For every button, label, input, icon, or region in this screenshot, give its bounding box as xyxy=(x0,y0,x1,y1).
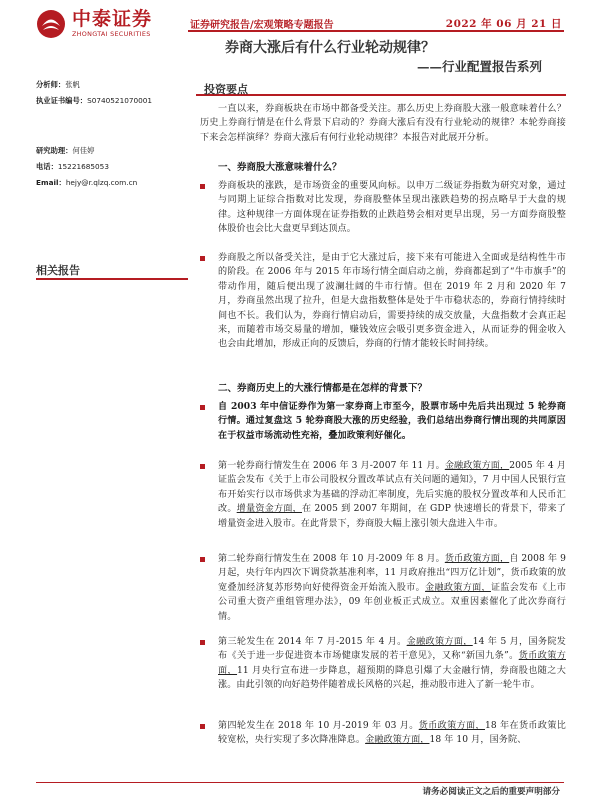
author-info xyxy=(36,80,186,194)
logo-en-text: ZHONGTAI SECURITIES xyxy=(72,30,151,39)
related-reports-title: 相关报告 xyxy=(36,264,80,277)
round-one-intro: 第一轮券商行情发生在 2006 年 3 月-2007 年 11 月。 xyxy=(218,461,445,471)
footer-disclaimer: 请务必阅读正文之后的重要声明部分 xyxy=(422,787,560,797)
phone-number: 15221685053 xyxy=(57,162,109,171)
bullet-marker xyxy=(200,640,205,645)
heading-one: 一、券商股大涨意味着什么？ xyxy=(218,162,342,173)
analyst-label: 分析师： xyxy=(36,80,66,89)
related-reports-header xyxy=(36,262,188,280)
analyst-name: 张帆 xyxy=(65,80,80,89)
analyst-row xyxy=(36,80,186,90)
email-row xyxy=(36,178,186,188)
assistant-row xyxy=(36,146,186,156)
footer-divider xyxy=(36,782,564,783)
round-four-monetary-text: 18 年在货币政策比较宽松，央行实现了多次降准降息。 xyxy=(218,721,566,746)
cert-label: 执业证书编号： xyxy=(36,96,88,105)
bullet-marker xyxy=(200,184,205,189)
breadcrumb: 证券研究报告/宏观策略专题报告 xyxy=(190,20,334,31)
assistant-name: 何佳婷 xyxy=(72,146,95,155)
paragraph-bull-market: 券商股之所以备受关注，是由于它大涨过后，接下来有可能进入全面或是结构性牛市的阶段。在 2006 年与 2015 年市场行情全面启动之前，券商都起到了“牛市旗手”的带动作用，随后便出现了波澜壮阔的牛市行情。但在 2019 年 2 月和 2020 年 7 月，券商虽然出现了拉升，但是大盘指数整体是处于牛市稳状态的，券商行情持续时间也不长。我们认为，券商行情启动后，需要持续的成交放量，大盘指数才会真正起来，而随着市场交易量的增加，赚钱效应会吸引更多资金进入，从而证券的佣金收入也会由此增加，形成正向的反馈后，券商的行情才能较长时间持续。 xyxy=(218,253,566,350)
round-two-policy-label: 金融政策方面， xyxy=(425,582,491,593)
round-three-monetary-label: 货币政策方面， xyxy=(218,651,566,676)
round-two-intro: 第二轮券商行情发生在 2008 年 10 月-2009 年 8 月。 xyxy=(218,554,445,564)
round-one-policy-text: 2005 年 4 月证监会发布《关于上市公司股权分置改革试点有关问题的通知》，7 月中国人民银行宣布开始实行以市场供求为基础的浮动汇率制度，先后实施的股权分置改革和人民币汇改。 xyxy=(218,461,566,515)
round-three-monetary-text: 11 月央行宣布进一步降息，超预期的降息引爆了大金融行情，券商股也随之大涨。由此引领的向好趋势伴随着成长风格的兴起，推动股市进入了新一轮牛市。 xyxy=(218,665,567,691)
phone-label: 电话： xyxy=(36,162,58,171)
round-one-capital-label: 增量资金方面， xyxy=(236,504,302,515)
email-address[interactable]: hejy@r.qlzq.com.cn xyxy=(65,178,138,187)
paragraph-round-three xyxy=(218,635,566,693)
round-three-policy-label: 金融政策方面， xyxy=(406,637,473,647)
section-header xyxy=(196,78,566,96)
bullet-marker xyxy=(200,256,205,261)
round-two-policy-text: 证监会发布《上市公司重大资产重组管理办法》，09 年创业板正式成立。双重因素催化了此次券商行情。 xyxy=(218,582,567,622)
round-three-policy-text: 14 年 5 月，国务院发布《关于进一步促进资本市场健康发展的若干意见》，又称“新国九条”。 xyxy=(218,637,566,662)
round-three-intro: 第三轮发生在 2014 年 7 月-2015 年 4 月。 xyxy=(218,637,407,647)
bullet-marker xyxy=(200,464,205,469)
round-two-monetary-text: 自 2008 年 9 月起，央行年内四次下调贷款基准利率，11 月政府推出“四万亿计划”，货币政策的放宽叠加经济复苏形势向好使得资金开始流入股市。 xyxy=(218,554,566,593)
paragraph-summary: 自 2003 年中信证券作为第一家券商上市至今，股票市场中先后共出现过 5 轮券商行情。通过复盘这 5 轮券商股大涨的历史经验，我们总结出券商行情出现的共同原因在于权益市场流动性充裕，叠加政策利好催化。 xyxy=(218,401,566,441)
round-four-intro: 第四轮发生在 2018 年 10 月-2019 年 03 月。 xyxy=(218,721,419,731)
round-two-monetary-label: 货币政策方面， xyxy=(444,554,510,564)
intro-paragraph: 一直以来，券商板块在市场中都备受关注。那么历史上券商股大涨一般意味着什么？历史上券商行情是在什么背景下启动的？券商大涨后有没有行业轮动的规律？本轮券商接下来会怎样演绎？券商大涨后有何行业轮动规律？本报告对此展开分析。 xyxy=(200,104,566,143)
header-divider xyxy=(188,30,564,32)
round-four-policy-label: 金融政策方面， xyxy=(365,735,430,746)
cert-row xyxy=(36,96,186,106)
round-one-capital-text: 在 2005 到 2007 年期间，在 GDP 快速增长的背景下，带来了增量资金进入股市。在此背景下，券商股大幅上涨引领大盘进入牛市。 xyxy=(218,504,567,529)
logo-cn-text: 中泰证券 xyxy=(72,8,153,31)
assistant-label: 研究助理： xyxy=(36,146,73,155)
main-content xyxy=(196,78,566,96)
page-subtitle: ——行业配置报告系列 xyxy=(416,59,542,74)
paragraph-round-two xyxy=(218,552,566,624)
cert-number: S0740521070001 xyxy=(87,96,153,105)
heading-two: 二、券商历史上的大涨行情都是在怎样的背景下？ xyxy=(218,383,428,394)
round-one-policy-label: 金融政策方面， xyxy=(444,461,510,471)
round-four-policy-text: 18 年 10 月，国务院、 xyxy=(429,735,527,746)
round-four-monetary-label: 货币政策方面， xyxy=(418,721,485,731)
paragraph-round-one xyxy=(218,459,566,531)
paragraph-index-trend: 券商板块的涨跌，是市场资金的重要风向标。以申万二级证券指数为研究对象，通过与同期上证综合指数对比发现，券商股整体呈现出涨跌趋势的拐点略早于大盘的规律。这种规律一方面体现在证券指数的止跌趋势会相对更早出现，另一方面券商股整体股价也会比大盘更早到达顶点。 xyxy=(218,181,566,235)
page-title: 券商大涨后有什么行业轮动规律？ xyxy=(225,40,435,56)
bullet-marker xyxy=(200,724,205,729)
report-date: 2022 年 06 月 21 日 xyxy=(445,18,562,30)
email-label: Email： xyxy=(36,178,66,187)
bullet-marker xyxy=(200,557,205,562)
section-title: 投资要点 xyxy=(204,83,248,96)
paragraph-round-four xyxy=(218,719,566,779)
bullet-marker xyxy=(200,405,205,410)
zhongtai-logo-icon xyxy=(36,9,66,39)
phone-row xyxy=(36,162,186,172)
